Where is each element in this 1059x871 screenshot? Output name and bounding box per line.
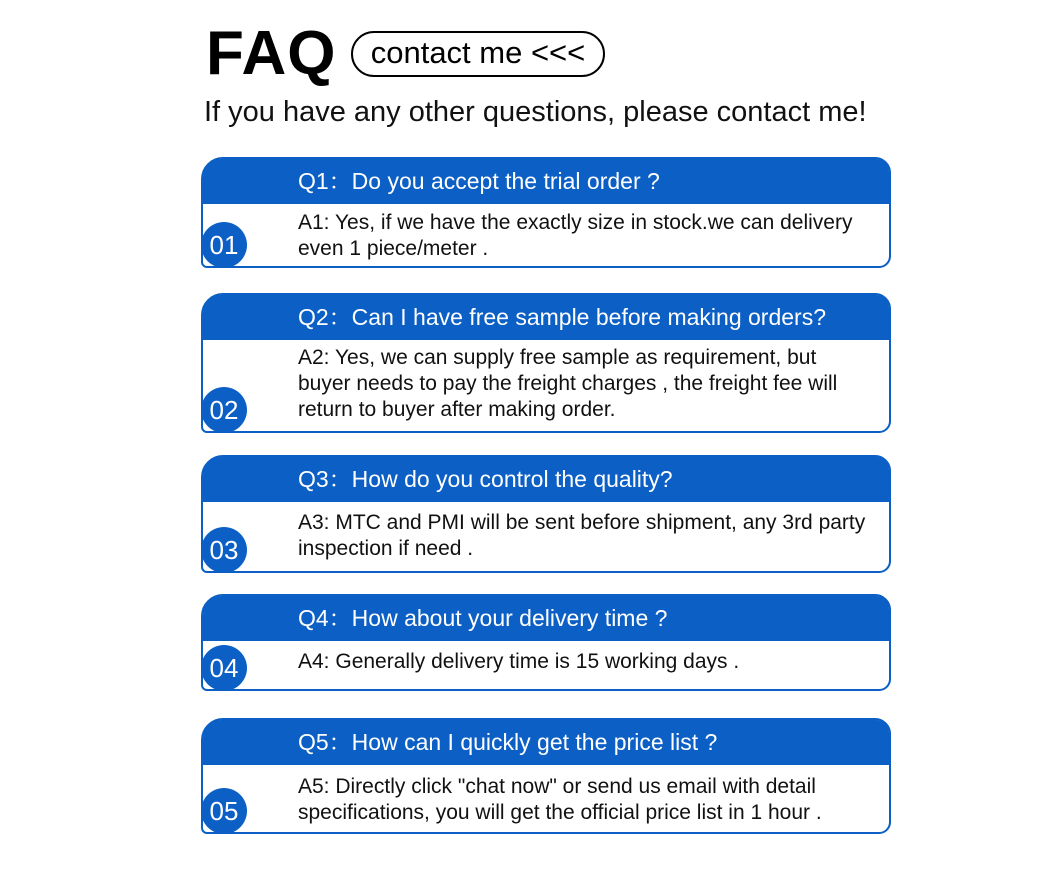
subtitle: If you have any other questions, please contact me! bbox=[204, 96, 867, 128]
answer: A5: Directly click "chat now" or send us email with detail specifications, you will get the official price list in 1 hour . bbox=[298, 775, 822, 824]
answer: A3: MTC and PMI will be sent before shipment, any 3rd party inspection if need . bbox=[298, 511, 866, 560]
item-number-badge: 01 bbox=[201, 222, 247, 268]
question: Q2：Can I have free sample before making orders? bbox=[203, 295, 889, 340]
faq-item bbox=[201, 293, 891, 433]
item-number-badge: 03 bbox=[201, 527, 247, 573]
contact-me-button[interactable]: contact me <<< bbox=[351, 31, 605, 77]
faq-item bbox=[201, 718, 891, 834]
faq-item bbox=[201, 594, 891, 691]
faq-item bbox=[201, 455, 891, 573]
question: Q4：How about your delivery time ? bbox=[203, 596, 889, 641]
item-number-badge: 04 bbox=[201, 645, 247, 691]
answer: A1: Yes, if we have the exactly size in stock.we can delivery even 1 piece/meter . bbox=[298, 211, 853, 260]
faq-item bbox=[201, 157, 891, 268]
answer: A2: Yes, we can supply free sample as requirement, but buyer needs to pay the freight charges , the freight fee will return to buyer after making order. bbox=[298, 346, 838, 421]
item-number-badge: 02 bbox=[201, 387, 247, 433]
question: Q3：How do you control the quality? bbox=[203, 457, 889, 502]
item-number-badge: 05 bbox=[201, 788, 247, 834]
faq-title: FAQ bbox=[206, 19, 337, 88]
answer: A4: Generally delivery time is 15 working days . bbox=[298, 650, 740, 673]
question: Q5：How can I quickly get the price list ? bbox=[203, 720, 889, 765]
question: Q1：Do you accept the trial order ? bbox=[203, 159, 889, 204]
